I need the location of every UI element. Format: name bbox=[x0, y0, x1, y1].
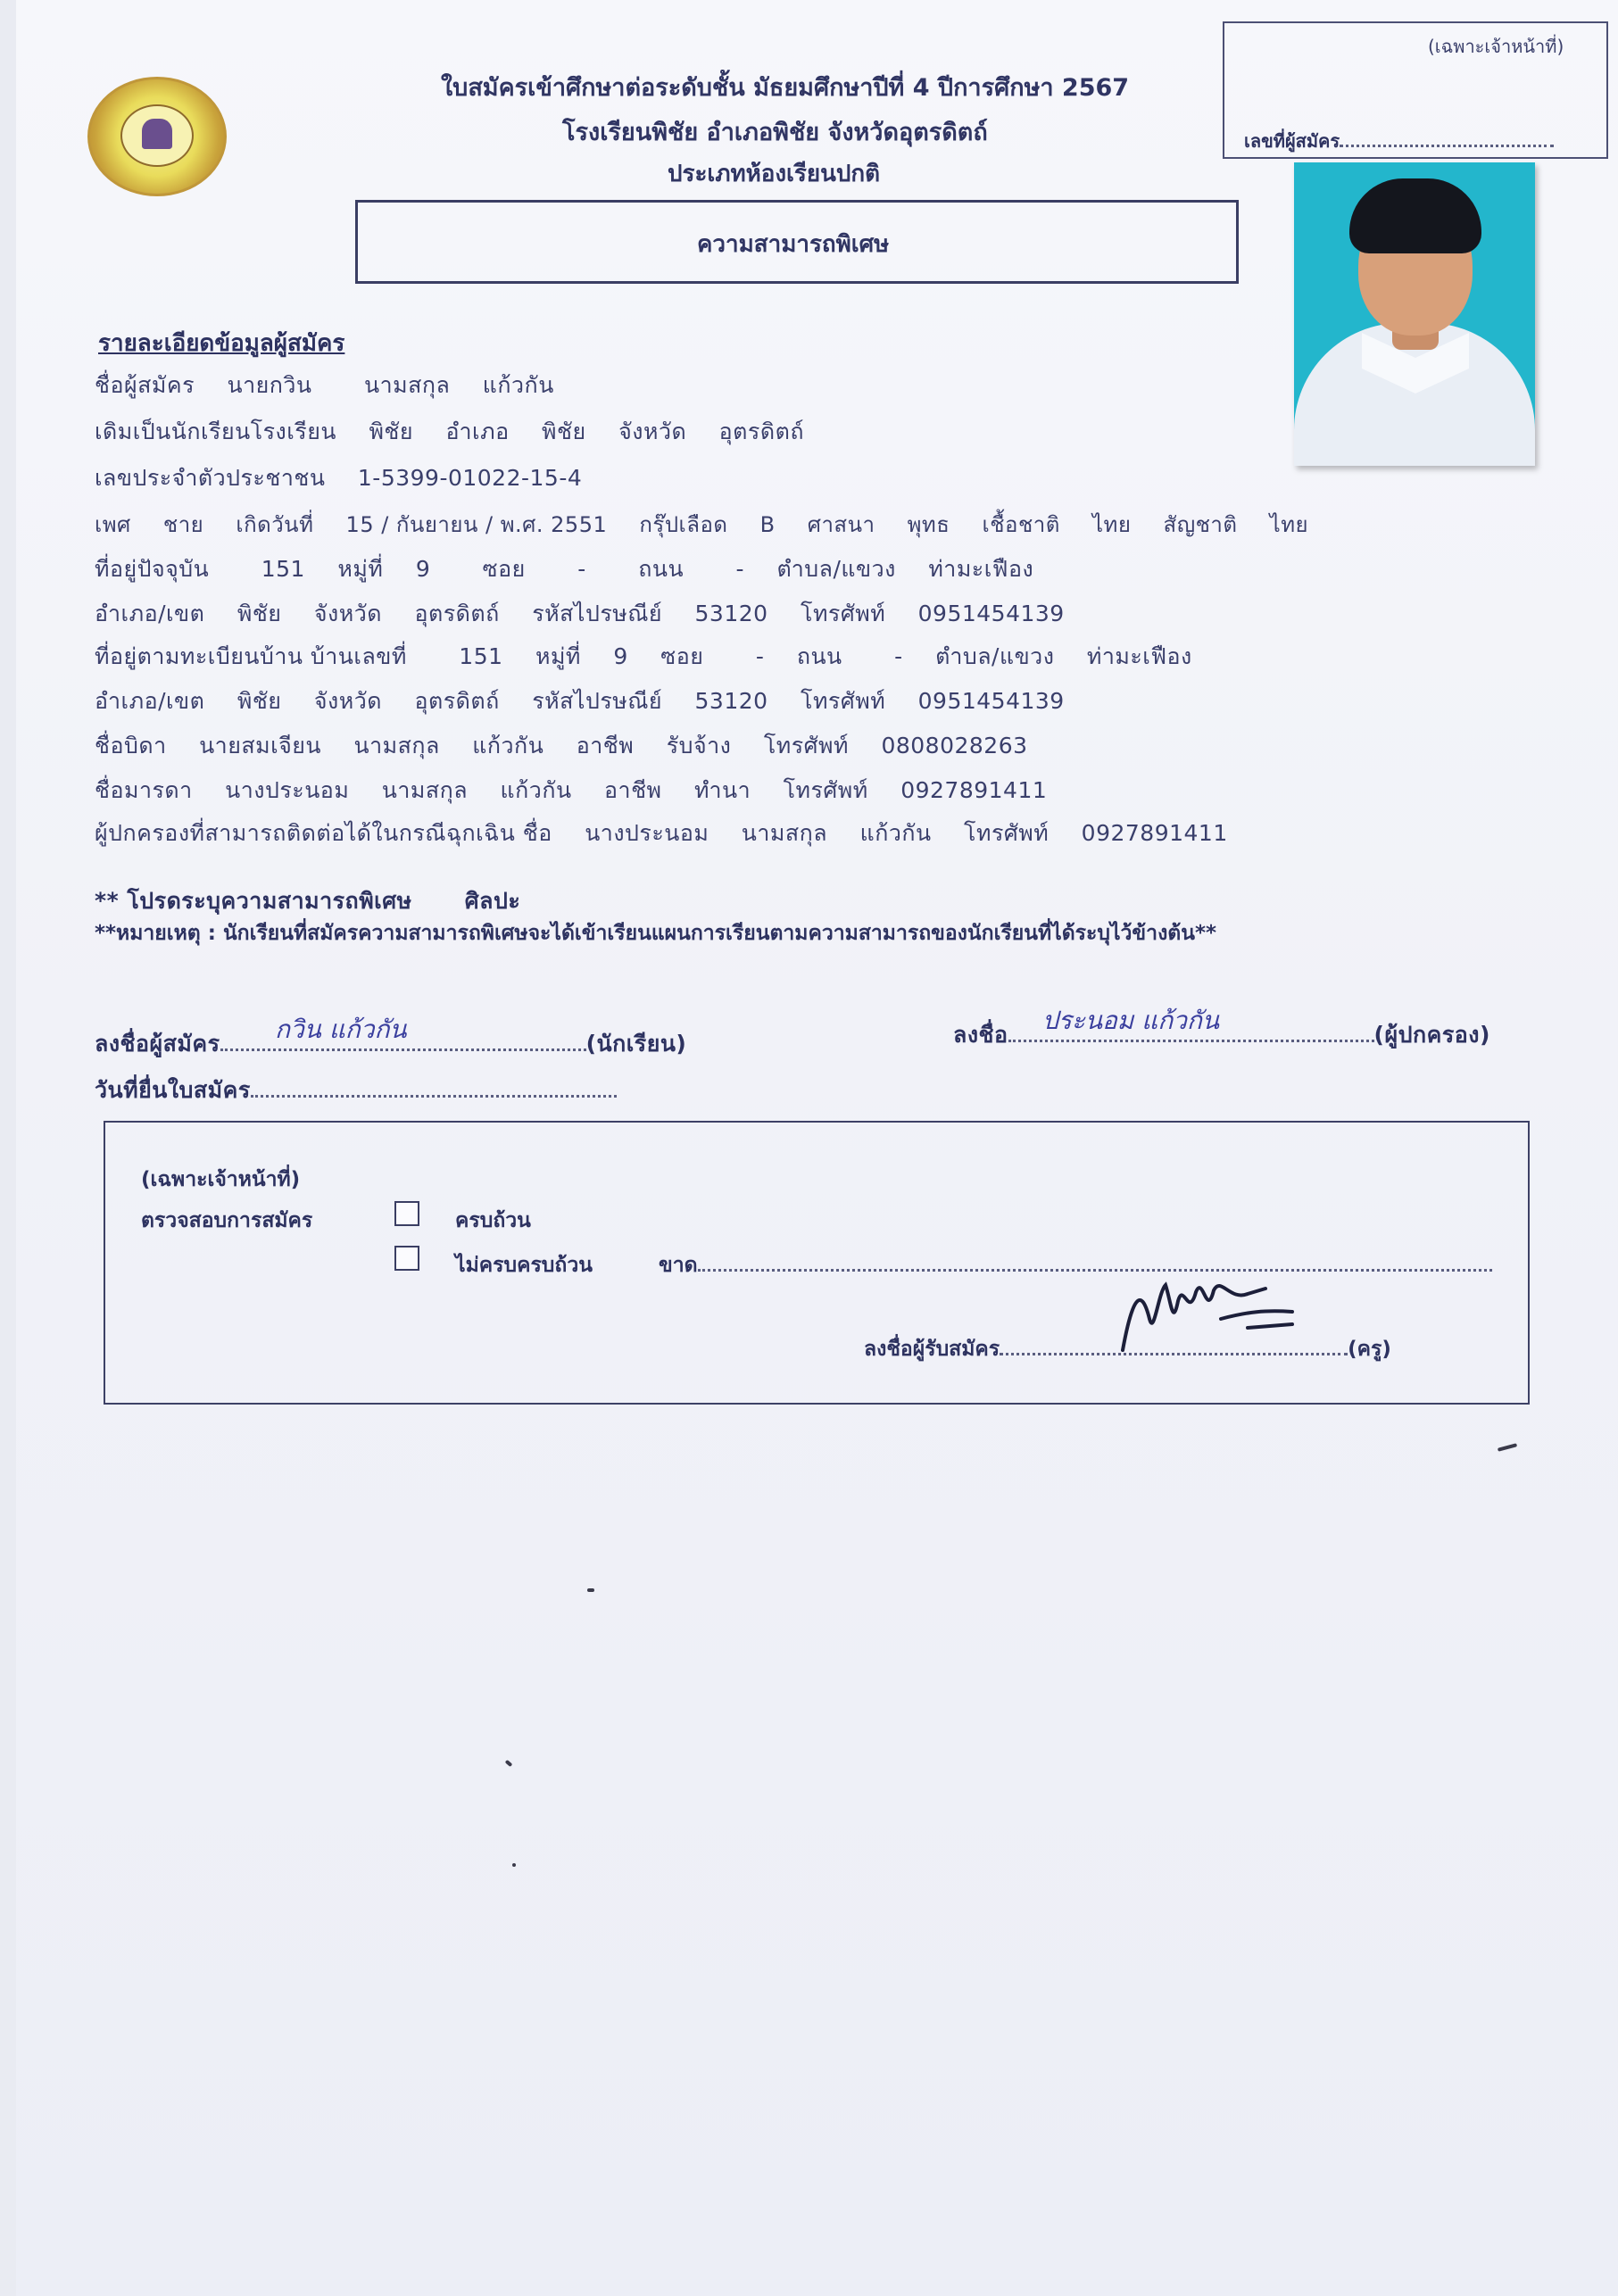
name-row bbox=[95, 368, 554, 403]
religion: พุทธ bbox=[907, 512, 950, 537]
former-school-row bbox=[95, 414, 804, 450]
guardian-surname-label: นามสกุล bbox=[741, 820, 828, 846]
father-surname: แก้วกัน bbox=[472, 733, 544, 758]
father-name: นายสมเจียน bbox=[199, 733, 322, 758]
current-district: พิชัย bbox=[236, 601, 282, 626]
registered-postal: 53120 bbox=[694, 688, 768, 714]
paper-speck bbox=[587, 1588, 594, 1592]
guardian-phone: 0927891411 bbox=[1081, 820, 1228, 846]
section-title: รายละเอียดข้อมูลผู้สมัคร bbox=[98, 330, 345, 357]
mother-label: ชื่อมารดา bbox=[95, 777, 193, 803]
current-house-no: 151 bbox=[261, 556, 305, 582]
registered-soi-label: ซอย bbox=[660, 643, 704, 669]
registered-road-label: ถนน bbox=[796, 643, 842, 669]
guardian-signature-label: ลงชื่อ bbox=[953, 1022, 1008, 1048]
former-school-label: เดิมเป็นนักเรียนโรงเรียน bbox=[95, 419, 336, 444]
current-district-label: อำเภอ/เขต bbox=[95, 601, 205, 626]
former-province-label: จังหวัด bbox=[618, 419, 687, 444]
name-label: ชื่อผู้สมัคร bbox=[95, 372, 195, 398]
applicant-number-blank[interactable] bbox=[1340, 145, 1554, 147]
father-row bbox=[95, 728, 1028, 764]
school-name: โรงเรียนพิชัย อำเภอพิชัย จังหวัดอุตรดิตถ์ bbox=[562, 119, 988, 146]
blood-label: กรุ๊ปเลือด bbox=[639, 512, 728, 537]
receiver-role: (ครู) bbox=[1348, 1338, 1391, 1361]
id-number: 1-5399-01022-15-4 bbox=[357, 465, 583, 491]
receiver-signature-scribble bbox=[1114, 1265, 1310, 1364]
registered-province: อุตรดิตถ์ bbox=[414, 688, 500, 714]
mother-job-label: อาชีพ bbox=[604, 777, 662, 803]
logo-inner-ring bbox=[120, 104, 194, 167]
mother-surname: แก้วกัน bbox=[500, 777, 572, 803]
guardian-signature-role: (ผู้ปกครอง) bbox=[1373, 1022, 1490, 1048]
father-job: รับจ้าง bbox=[666, 733, 732, 758]
race-label: เชื้อชาติ bbox=[982, 512, 1060, 537]
office-use-box bbox=[104, 1121, 1530, 1405]
current-province: อุตรดิตถ์ bbox=[414, 601, 500, 626]
registered-soi: - bbox=[755, 643, 765, 669]
applicant-handwritten-signature: กวิน แก้วกัน bbox=[275, 1015, 407, 1044]
guardian-surname: แก้วกัน bbox=[859, 820, 932, 846]
nationality-label: สัญชาติ bbox=[1163, 512, 1238, 537]
blood-type: B bbox=[759, 512, 776, 537]
mother-phone: 0927891411 bbox=[900, 777, 1048, 803]
mother-job: ทำนา bbox=[693, 777, 751, 803]
complete-label: ครบถ้วน bbox=[455, 1209, 531, 1232]
registered-moo: 9 bbox=[613, 643, 628, 669]
form-title: ใบสมัครเข้าศึกษาต่อระดับชั้น มัธยมศึกษาปีที่ 4 ปีการศึกษา 2567 bbox=[441, 74, 1130, 102]
current-phone-label: โทรศัพท์ bbox=[801, 601, 886, 626]
registered-subdistrict-label: ตำบล/แขวง bbox=[935, 643, 1055, 669]
missing-line[interactable] bbox=[698, 1269, 1492, 1272]
former-district-label: อำเภอ bbox=[445, 419, 510, 444]
paper-speck bbox=[505, 1760, 513, 1767]
current-subdistrict: ท่ามะเฟือง bbox=[928, 556, 1034, 582]
registered-address-row-2 bbox=[95, 684, 1065, 719]
applicant-signature-role: (นักเรียน) bbox=[585, 1031, 687, 1057]
applicant-signature-label: ลงชื่อผู้สมัคร bbox=[95, 1031, 220, 1057]
gender: ชาย bbox=[162, 512, 204, 537]
id-row bbox=[95, 460, 582, 496]
current-postal-label: รหัสไปรษณีย์ bbox=[532, 601, 663, 626]
missing-field[interactable] bbox=[659, 1249, 1492, 1281]
submission-date-field[interactable] bbox=[95, 1073, 617, 1108]
mother-phone-label: โทรศัพท์ bbox=[783, 777, 868, 803]
current-address-label: ที่อยู่ปัจจุบัน bbox=[95, 556, 210, 582]
current-province-label: จังหวัด bbox=[313, 601, 383, 626]
paper-speck bbox=[1498, 1443, 1517, 1452]
photo-hair bbox=[1349, 178, 1481, 253]
staff-only-box bbox=[1223, 21, 1608, 159]
race: ไทย bbox=[1091, 512, 1132, 537]
registered-phone-label: โทรศัพท์ bbox=[801, 688, 886, 714]
paper-speck bbox=[512, 1863, 516, 1867]
current-road: - bbox=[735, 556, 745, 582]
applicant-number-field[interactable] bbox=[1244, 127, 1554, 155]
school-logo bbox=[87, 77, 227, 196]
mother-surname-label: นามสกุล bbox=[381, 777, 469, 803]
registered-address-label: ที่อยู่ตามทะเบียนบ้าน บ้านเลขที่ bbox=[95, 643, 407, 669]
registered-road: - bbox=[894, 643, 903, 669]
office-check-label: ตรวจสอบการสมัคร bbox=[141, 1209, 313, 1232]
id-label: เลขประจำตัวประชาชน bbox=[95, 465, 326, 491]
registered-province-label: จังหวัด bbox=[313, 688, 383, 714]
surname-label: นามสกุล bbox=[363, 372, 451, 398]
registered-subdistrict: ท่ามะเฟือง bbox=[1086, 643, 1192, 669]
personal-row bbox=[95, 507, 1308, 542]
guardian-signature-field[interactable] bbox=[953, 1017, 1490, 1053]
current-soi-label: ซอย bbox=[482, 556, 526, 582]
father-surname-label: นามสกุล bbox=[353, 733, 440, 758]
father-phone: 0808028263 bbox=[881, 733, 1028, 758]
incomplete-checkbox[interactable] bbox=[394, 1246, 419, 1271]
special-ability-row bbox=[95, 883, 520, 919]
nationality: ไทย bbox=[1269, 512, 1309, 537]
applicant-number-label: เลขที่ผู้สมัคร bbox=[1244, 130, 1340, 152]
registered-district: พิชัย bbox=[236, 688, 282, 714]
registered-address-row-1 bbox=[95, 639, 1192, 675]
submission-date-label: วันที่ยื่นใบสมัคร bbox=[95, 1077, 251, 1103]
receiver-signature-label: ลงชื่อผู้รับสมัคร bbox=[864, 1338, 1000, 1361]
former-district: พิชัย bbox=[542, 419, 586, 444]
current-road-label: ถนน bbox=[638, 556, 685, 582]
special-ability-label: ** โปรดระบุความสามารถพิเศษ bbox=[95, 888, 412, 914]
current-moo-label: หมู่ที่ bbox=[337, 556, 384, 582]
incomplete-label: ไม่ครบครบถ้วน bbox=[455, 1254, 593, 1277]
current-address-row-2 bbox=[95, 596, 1065, 632]
current-phone: 0951454139 bbox=[917, 601, 1065, 626]
submission-date-line[interactable] bbox=[251, 1095, 617, 1098]
mother-row bbox=[95, 773, 1047, 808]
current-moo: 9 bbox=[415, 556, 431, 582]
logo-emblem-icon bbox=[142, 119, 172, 149]
missing-label: ขาด bbox=[659, 1254, 698, 1277]
current-soi: - bbox=[577, 556, 586, 582]
class-type: ประเภทห้องเรียนปกติ bbox=[668, 161, 881, 187]
former-school: พิชัย bbox=[369, 419, 414, 444]
mother-name: นางประนอม bbox=[225, 777, 350, 803]
registered-district-label: อำเภอ/เขต bbox=[95, 688, 205, 714]
guardian-name: นางประนอม bbox=[585, 820, 709, 846]
birth-date: 15 / กันยายน / พ.ศ. 2551 bbox=[345, 512, 608, 537]
guardian-row bbox=[95, 816, 1228, 851]
office-title: (เฉพาะเจ้าหน้าที่) bbox=[141, 1168, 301, 1191]
current-postal: 53120 bbox=[694, 601, 768, 626]
guardian-phone-label: โทรศัพท์ bbox=[964, 820, 1050, 846]
current-subdistrict-label: ตำบล/แขวง bbox=[776, 556, 896, 582]
religion-label: ศาสนา bbox=[807, 512, 875, 537]
program-label: ความสามารถพิเศษ bbox=[697, 231, 890, 258]
current-address-row-1 bbox=[95, 551, 1033, 587]
registered-phone: 0951454139 bbox=[917, 688, 1065, 714]
registered-house-no: 151 bbox=[459, 643, 503, 669]
staff-only-label: (เฉพาะเจ้าหน้าที่) bbox=[1428, 36, 1564, 57]
applicant-surname: แก้วกัน bbox=[482, 372, 554, 398]
gender-label: เพศ bbox=[95, 512, 131, 537]
guardian-handwritten-signature: ประนอม แก้วกัน bbox=[1042, 1006, 1219, 1035]
registered-moo-label: หมู่ที่ bbox=[535, 643, 581, 669]
special-note: **หมายเหตุ : นักเรียนที่สมัครความสามารถพิเศษจะได้เข้าเรียนแผนการเรียนตามความสามารถของนักเรียนที่ได้ระบุไว้ข้างต้น** bbox=[95, 922, 1217, 945]
father-job-label: อาชีพ bbox=[576, 733, 635, 758]
applicant-photo bbox=[1294, 162, 1535, 466]
guardian-label: ผู้ปกครองที่สามารถติดต่อได้ในกรณีฉุกเฉิน ชื่อ bbox=[95, 820, 552, 846]
program-box bbox=[355, 200, 1239, 284]
special-ability-value: ศิลปะ bbox=[464, 888, 521, 914]
father-label: ชื่อบิดา bbox=[95, 733, 167, 758]
complete-checkbox[interactable] bbox=[394, 1201, 419, 1226]
former-province: อุตรดิตถ์ bbox=[718, 419, 804, 444]
applicant-name: นายกวิน bbox=[227, 372, 312, 398]
application-form-paper bbox=[16, 0, 1618, 2296]
father-phone-label: โทรศัพท์ bbox=[763, 733, 850, 758]
birth-label: เกิดวันที่ bbox=[236, 512, 314, 537]
registered-postal-label: รหัสไปรษณีย์ bbox=[532, 688, 663, 714]
